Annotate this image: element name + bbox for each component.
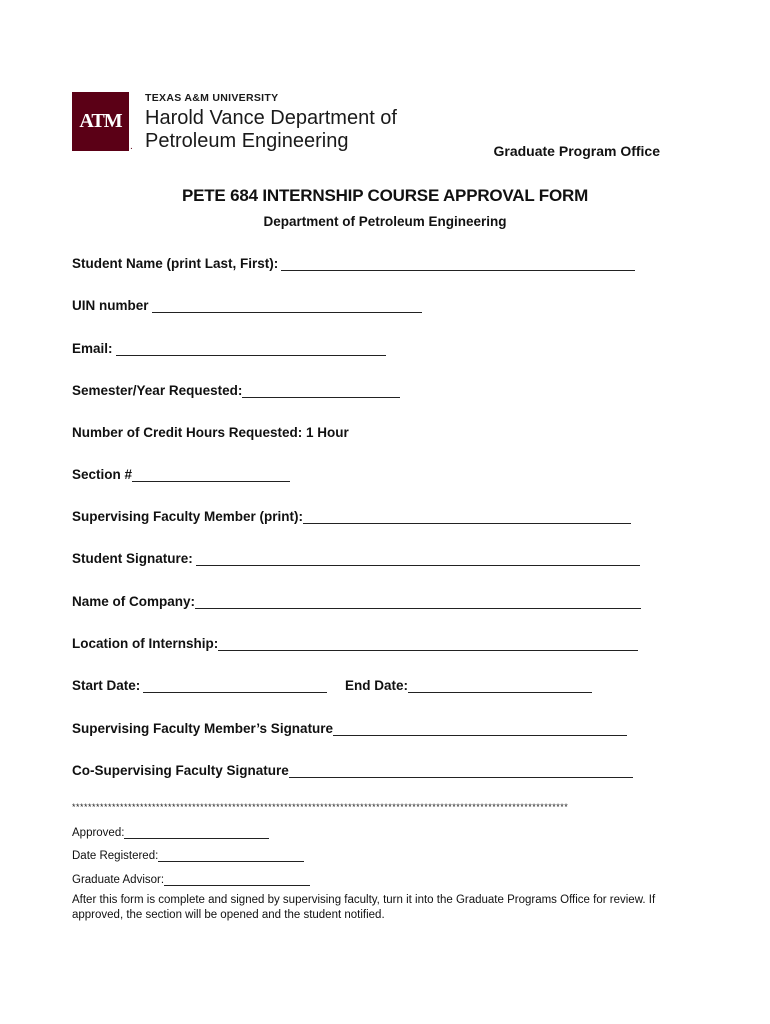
graduate-advisor-blank[interactable] xyxy=(164,874,310,886)
end-date-blank[interactable] xyxy=(408,678,592,693)
instructions-note: After this form is complete and signed by supervising faculty, turn it into the Graduate Programs Office for review. If approved, the section will be opened and the student notified. xyxy=(72,894,656,921)
section-blank[interactable] xyxy=(132,467,290,482)
graduate-advisor-label: Graduate Advisor: xyxy=(72,874,165,886)
section-label: Section # xyxy=(72,467,133,482)
cosupervising-signature-blank[interactable] xyxy=(289,763,633,778)
faculty-signature-blank[interactable] xyxy=(333,721,627,736)
uin-field xyxy=(72,298,422,313)
form-subtitle: Department of Petroleum Engineering xyxy=(263,214,507,229)
student-name-label: Student Name (print Last, First): xyxy=(72,256,279,271)
cosupervising-signature-label: Co-Supervising Faculty Signature xyxy=(72,763,289,778)
supervising-faculty-blank[interactable] xyxy=(303,509,631,524)
company-blank[interactable] xyxy=(195,594,641,609)
start-date-field xyxy=(72,678,327,693)
faculty-signature-field xyxy=(72,721,627,736)
approved-blank[interactable] xyxy=(124,827,269,839)
date-registered-blank[interactable] xyxy=(158,850,304,862)
faculty-signature-label: Supervising Faculty Member’s Signature xyxy=(72,721,334,736)
credit-hours-field xyxy=(72,425,349,440)
atm-logo-letters: ATM xyxy=(79,110,122,132)
section-field xyxy=(72,467,290,482)
student-signature-blank[interactable] xyxy=(196,551,640,566)
company-label: Name of Company: xyxy=(72,594,196,609)
start-date-blank[interactable] xyxy=(143,678,327,693)
cosupervising-signature-field xyxy=(72,763,633,778)
location-blank[interactable] xyxy=(218,636,638,651)
date-registered-field xyxy=(72,850,304,862)
atm-logo-mark xyxy=(72,92,129,151)
semester-field xyxy=(72,383,400,398)
department-name xyxy=(145,107,397,153)
end-date-field xyxy=(345,678,592,693)
graduate-advisor-field xyxy=(72,874,310,886)
logo-trademark-dot: . xyxy=(130,141,133,152)
student-name-blank[interactable] xyxy=(281,256,635,271)
uin-blank[interactable] xyxy=(152,298,422,313)
student-name-field xyxy=(72,256,635,271)
company-field xyxy=(72,594,641,609)
email-label: Email: xyxy=(72,341,113,356)
student-signature-label: Student Signature: xyxy=(72,551,193,566)
location-field xyxy=(72,636,638,651)
start-date-label: Start Date: xyxy=(72,678,141,693)
student-signature-field xyxy=(72,551,640,566)
university-name: TEXAS A&M UNIVERSITY xyxy=(145,92,279,104)
tamu-logo xyxy=(72,92,472,154)
approved-field xyxy=(72,827,269,839)
date-registered-label: Date Registered: xyxy=(72,850,159,862)
department-line-1: Harold Vance Department of xyxy=(145,107,397,129)
location-label: Location of Internship: xyxy=(72,636,219,651)
semester-label: Semester/Year Requested: xyxy=(72,383,243,398)
email-field xyxy=(72,341,386,356)
approved-label: Approved: xyxy=(72,827,125,839)
semester-blank[interactable] xyxy=(242,383,400,398)
end-date-label: End Date: xyxy=(345,678,409,693)
form-title: PETE 684 INTERNSHIP COURSE APPROVAL FORM xyxy=(181,186,589,205)
separator-line: **************************************************************************************************************************** xyxy=(72,802,569,812)
uin-label: UIN number xyxy=(72,298,149,313)
department-line-2: Petroleum Engineering xyxy=(145,130,349,152)
credit-hours-label: Number of Credit Hours Requested: 1 Hour xyxy=(72,425,349,440)
supervising-faculty-field xyxy=(72,509,631,524)
email-blank[interactable] xyxy=(116,341,386,356)
supervising-faculty-label: Supervising Faculty Member (print): xyxy=(72,509,304,524)
office-label: Graduate Program Office xyxy=(493,143,660,159)
